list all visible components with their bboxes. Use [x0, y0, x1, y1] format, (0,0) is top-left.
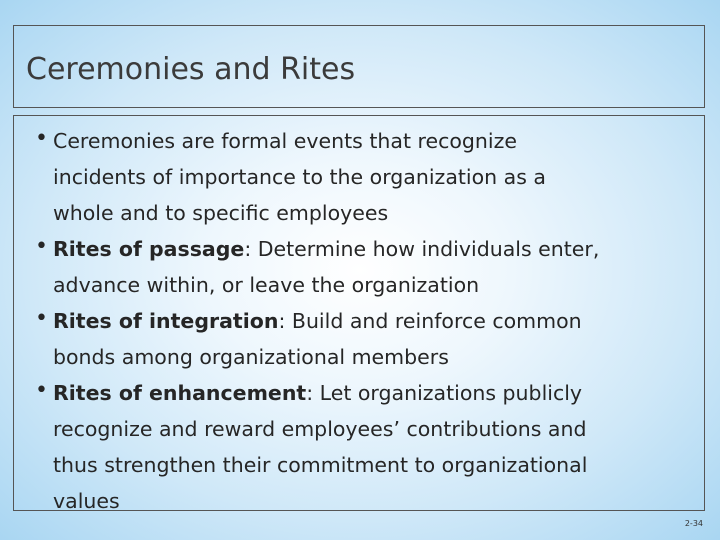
bullet-line: : Determine how individuals enter, [244, 237, 600, 261]
content-box [13, 115, 705, 511]
bullet-item-ceremonies [27, 123, 696, 231]
bullet-term: Rites of passage [53, 237, 245, 261]
bullet-dot-icon: • [35, 378, 48, 403]
bullet-dot-icon: • [35, 126, 48, 151]
bullet-line: advance within, or leave the organization [53, 273, 480, 297]
bullet-term: Rites of integration [53, 309, 279, 333]
bullet-item-rites-of-enhancement [27, 375, 696, 519]
bullet-term: Rites of enhancement [53, 381, 307, 405]
slide-number: 2-34 [684, 519, 703, 528]
title-box [13, 25, 705, 108]
bullet-line: bonds among organizational members [53, 345, 449, 369]
bullet-line: values [53, 489, 120, 513]
bullet-list [27, 123, 696, 519]
bullet-dot-icon: • [35, 306, 48, 331]
bullet-dot-icon: • [35, 234, 48, 259]
bullet-line: thus strengthen their commitment to organizational [53, 453, 588, 477]
bullet-line: whole and to specific employees [53, 201, 389, 225]
bullet-line: recognize and reward employees’ contributions and [53, 417, 587, 441]
bullet-item-rites-of-passage [27, 231, 696, 303]
bullet-line: : Let organizations publicly [306, 381, 583, 405]
slide-title: Ceremonies and Rites [26, 52, 356, 87]
bullet-line: incidents of importance to the organization as a [53, 165, 546, 189]
bullet-line: : Build and reinforce common [278, 309, 582, 333]
bullet-line: Ceremonies are formal events that recognize [53, 129, 517, 153]
bullet-item-rites-of-integration [27, 303, 696, 375]
